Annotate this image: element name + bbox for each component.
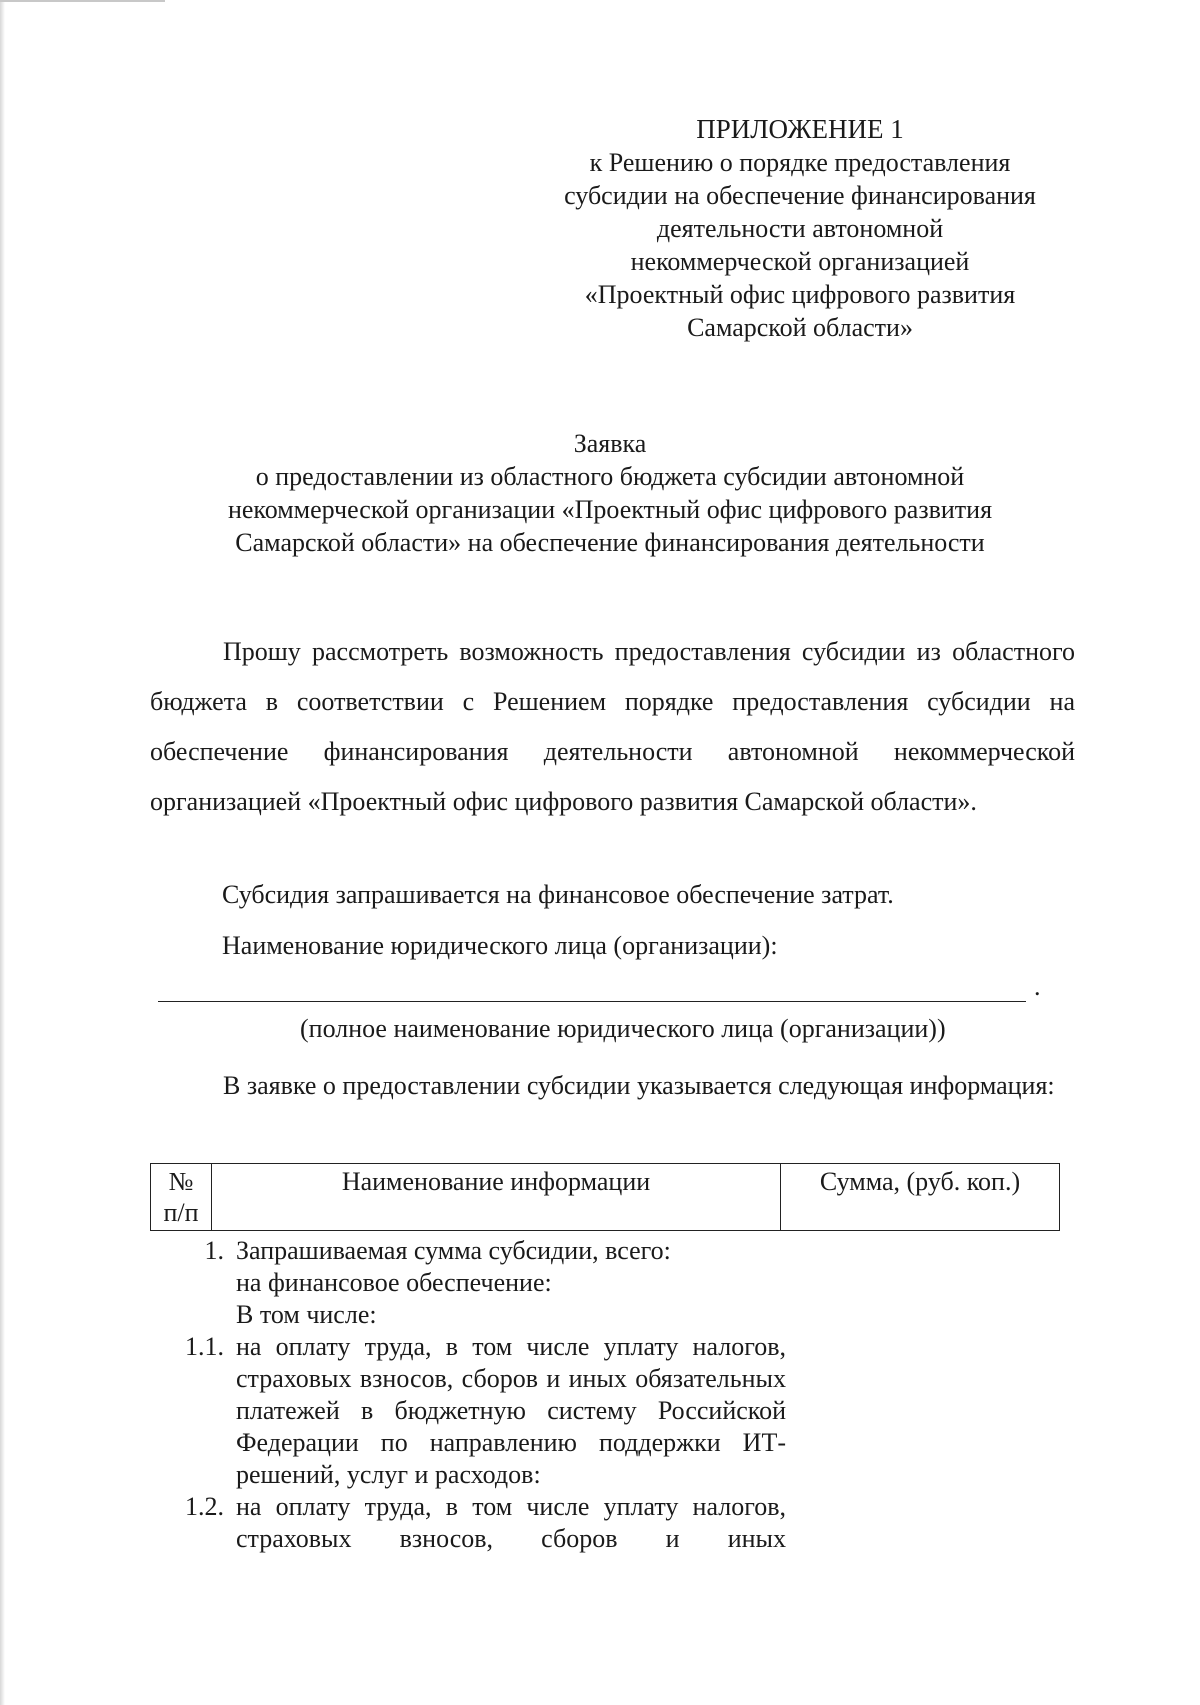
- appendix-line: «Проектный офис цифрового развития: [584, 280, 1016, 309]
- title-line: Самарской области» на обеспечение финансирования деятельности: [235, 528, 985, 557]
- scan-edge-shadow: [0, 0, 5, 1705]
- title-line: некоммерческой организации «Проектный офис цифрового развития: [227, 495, 993, 524]
- col-name-header: Наименование информации: [212, 1164, 781, 1231]
- col-amount-header: Сумма, (руб. коп.): [781, 1164, 1060, 1231]
- org-name-label: Наименование юридического лица (организации):: [222, 931, 778, 960]
- blank-line-period: .: [1034, 972, 1041, 1001]
- appendix-line: к Решению о порядке предоставления: [589, 148, 1011, 177]
- table-row: [150, 1331, 790, 1491]
- appendix-line: субсидии на обеспечение финансирования: [564, 181, 1036, 210]
- org-name-caption: (полное наименование юридического лица (организации)): [300, 1014, 946, 1043]
- row-number: 1.: [204, 1236, 224, 1265]
- appendix-line: Самарской области»: [687, 313, 913, 342]
- application-title: [140, 427, 1080, 559]
- table-header-row: [151, 1164, 1060, 1231]
- row-text-line: Запрашиваемая сумма субсидии, всего:: [236, 1236, 671, 1265]
- row-text: на оплату труда, в том числе уплату налогов, страховых взносов, сборов и иных обязательных платежей в бюджетную систему Российской Федерации по направлению поддержки ИТ-решений, услуг и расходов:: [236, 1332, 786, 1489]
- title-heading: Заявка: [573, 429, 647, 458]
- request-paragraph: Прошу рассмотреть возможность предоставления субсидии из областного бюджета в соответствии с Решением порядке предоставления субсидии на обеспечение финансирования деятельности автономной некоммерческой организацией «Проектный офис цифрового развития Самарской области».: [150, 637, 1075, 816]
- row-text-line: В том числе:: [236, 1300, 377, 1329]
- subsidy-purpose-line: Субсидия запрашивается на финансовое обеспечение затрат.: [222, 880, 894, 909]
- info-table-header: [150, 1163, 1060, 1231]
- col-number-header: № п/п: [151, 1164, 212, 1231]
- appendix-line: некоммерческой организацией: [630, 247, 970, 276]
- appendix-heading: ПРИЛОЖЕНИЕ 1: [696, 114, 904, 144]
- row-text-line: на финансовое обеспечение:: [236, 1268, 552, 1297]
- table-row: [150, 1491, 790, 1555]
- row-text: на оплату труда, в том числе уплату налогов, страховых взносов, сборов и иных: [236, 1492, 786, 1553]
- appendix-line: деятельности автономной: [656, 214, 944, 243]
- info-rows: [150, 1235, 790, 1555]
- row-number: 1.1.: [185, 1332, 224, 1361]
- table-row: [150, 1235, 790, 1331]
- row-text: [236, 1235, 786, 1331]
- info-intro-paragraph: В заявке о предоставлении субсидии указывается следующая информация:: [223, 1071, 1055, 1100]
- appendix-header: [520, 113, 1080, 344]
- title-line: о предоставлении из областного бюджета субсидии автономной: [255, 462, 965, 491]
- row-number: 1.2.: [185, 1492, 224, 1521]
- org-name-blank-line: [158, 985, 1026, 1002]
- scan-top-mark: [0, 0, 165, 2]
